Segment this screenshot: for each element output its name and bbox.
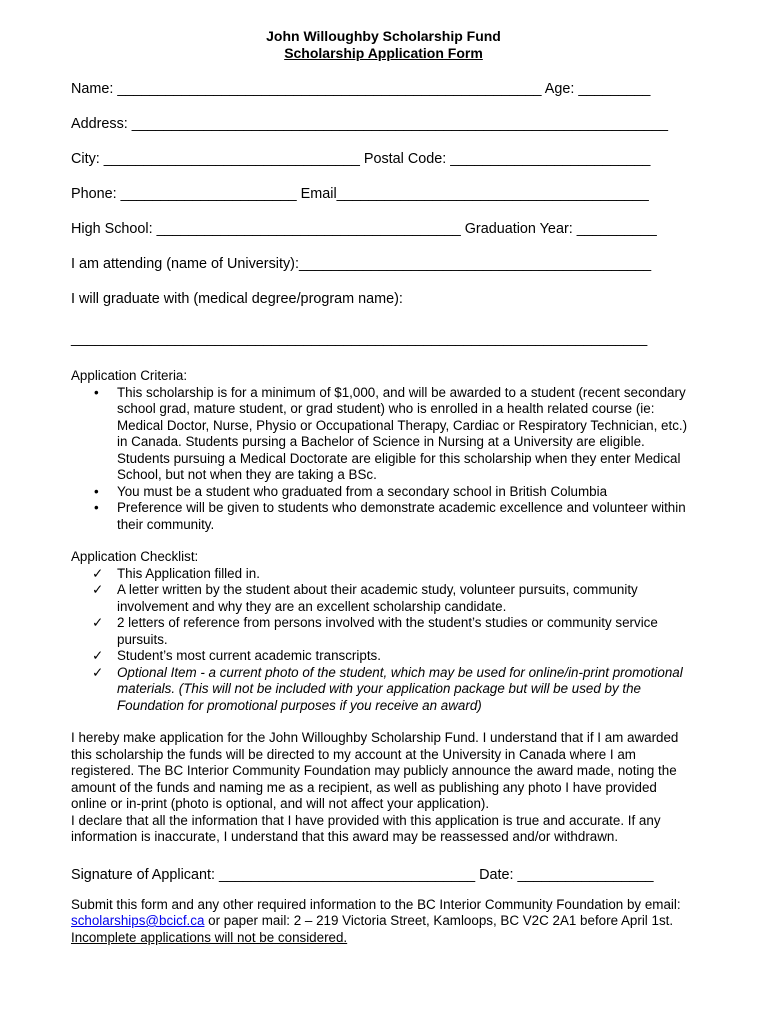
phone-email-field[interactable]: Phone: ______________________ Email_______________________________________: [71, 186, 649, 202]
checkmark-icon: ✓: [92, 615, 104, 630]
submission-instructions: Submit this form and any other required information to the BC Interior Community Foundation by email: scholarships@bcicf.ca or paper mail: 2 – 219 Victoria Street, Kamloops, BC V2C 2A1 before April 1st. Incomplete applications will not be considered.: [71, 896, 681, 945]
program-label: I will graduate with (medical degree/program name):: [71, 291, 403, 307]
list-item: ✓ 2 letters of reference from persons involved with the student’s studies or community service pursuits.: [92, 615, 658, 647]
criteria-section: [71, 368, 696, 533]
deadline-warning: Incomplete applications will not be considered.: [71, 929, 348, 945]
accuracy-paragraph: I declare that all the information that I have provided with this application is true and accurate. If any information is inaccurate, I understand that this award may be reassessed and/or withdrawn.: [71, 812, 661, 844]
program-field[interactable]: ________________________________________________________________________: [71, 331, 648, 347]
fund-title: John Willoughby Scholarship Fund: [266, 28, 501, 44]
declaration-paragraph: I hereby make application for the John Willoughby Scholarship Fund. I understand that if I am awarded this scholarship the funds will be directed to my account at the University in Canada where I am registered. The BC Interior Community Foundation may publicly announce the award made, noting the amount of the funds and naming me as a recipient, as well as publishing any photo I have provided online or in-print (photo is optional, and will not affect your application).: [71, 730, 679, 811]
high-school-field[interactable]: High School: ______________________________________ Graduation Year: __________: [71, 221, 657, 237]
criteria-list: [71, 385, 696, 534]
list-item: ✓ A letter written by the student about their academic study, volunteer pursuits, community involvement and why they are an excellent scholarship candidate.: [92, 582, 638, 614]
declaration-section: [71, 730, 696, 846]
checkmark-icon: ✓: [92, 565, 104, 581]
university-field[interactable]: I am attending (name of University):____________________________________________: [71, 256, 652, 272]
form-title: Scholarship Application Form: [284, 45, 483, 61]
signature-date-field[interactable]: Signature of Applicant: ________________________________ Date: _________________: [71, 866, 654, 883]
form-header: [71, 28, 696, 62]
list-item: ✓ Optional Item - a current photo of the student, which may be used for online/in-print promotional materials. (This will not be included with your application package but will be used by the Foundation for promotional purposes if you receive an award): [92, 664, 683, 713]
address-field[interactable]: Address: ___________________________________________________________________: [71, 116, 669, 132]
list-item: • This scholarship is for a minimum of $1,000, and will be awarded to a student (recent secondary school grad, mature student, or grad student) who is enrolled in a health related course (ie: Medical Doctor, Nurse, Physio or Occupational Therapy, Cardiac or Respiratory Technician, etc.) in Canada. Students pursing a Bachelor of Science in Nursing at a University are eligible. Students pursuing a Medical Doctorate are eligible for this scholarship when they enter Medical School, but not when they are taking a BSc.: [117, 385, 696, 484]
application-form: [71, 28, 696, 946]
criteria-heading: Application Criteria:: [71, 368, 188, 383]
list-item: ✓ Student’s most current academic transcripts.: [92, 648, 381, 663]
checklist-list: [71, 566, 696, 715]
list-item: ✓ This Application filled in.: [92, 565, 260, 581]
checkmark-icon: ✓: [92, 664, 104, 680]
email-link[interactable]: scholarships@bcicf.ca: [71, 913, 205, 928]
name-age-field[interactable]: Name: _____________________________________________________ Age: _________: [71, 81, 651, 97]
checkmark-icon: ✓: [92, 582, 104, 597]
checklist-section: [71, 549, 696, 714]
list-item: • You must be a student who graduated from a secondary school in British Columbia: [117, 484, 696, 501]
city-postal-field[interactable]: City: ________________________________ Postal Code: _________________________: [71, 151, 651, 167]
checkmark-icon: ✓: [92, 648, 104, 663]
checklist-heading: Application Checklist:: [71, 549, 199, 564]
list-item: • Preference will be given to students who demonstrate academic excellence and volunteer within their community.: [117, 500, 696, 533]
